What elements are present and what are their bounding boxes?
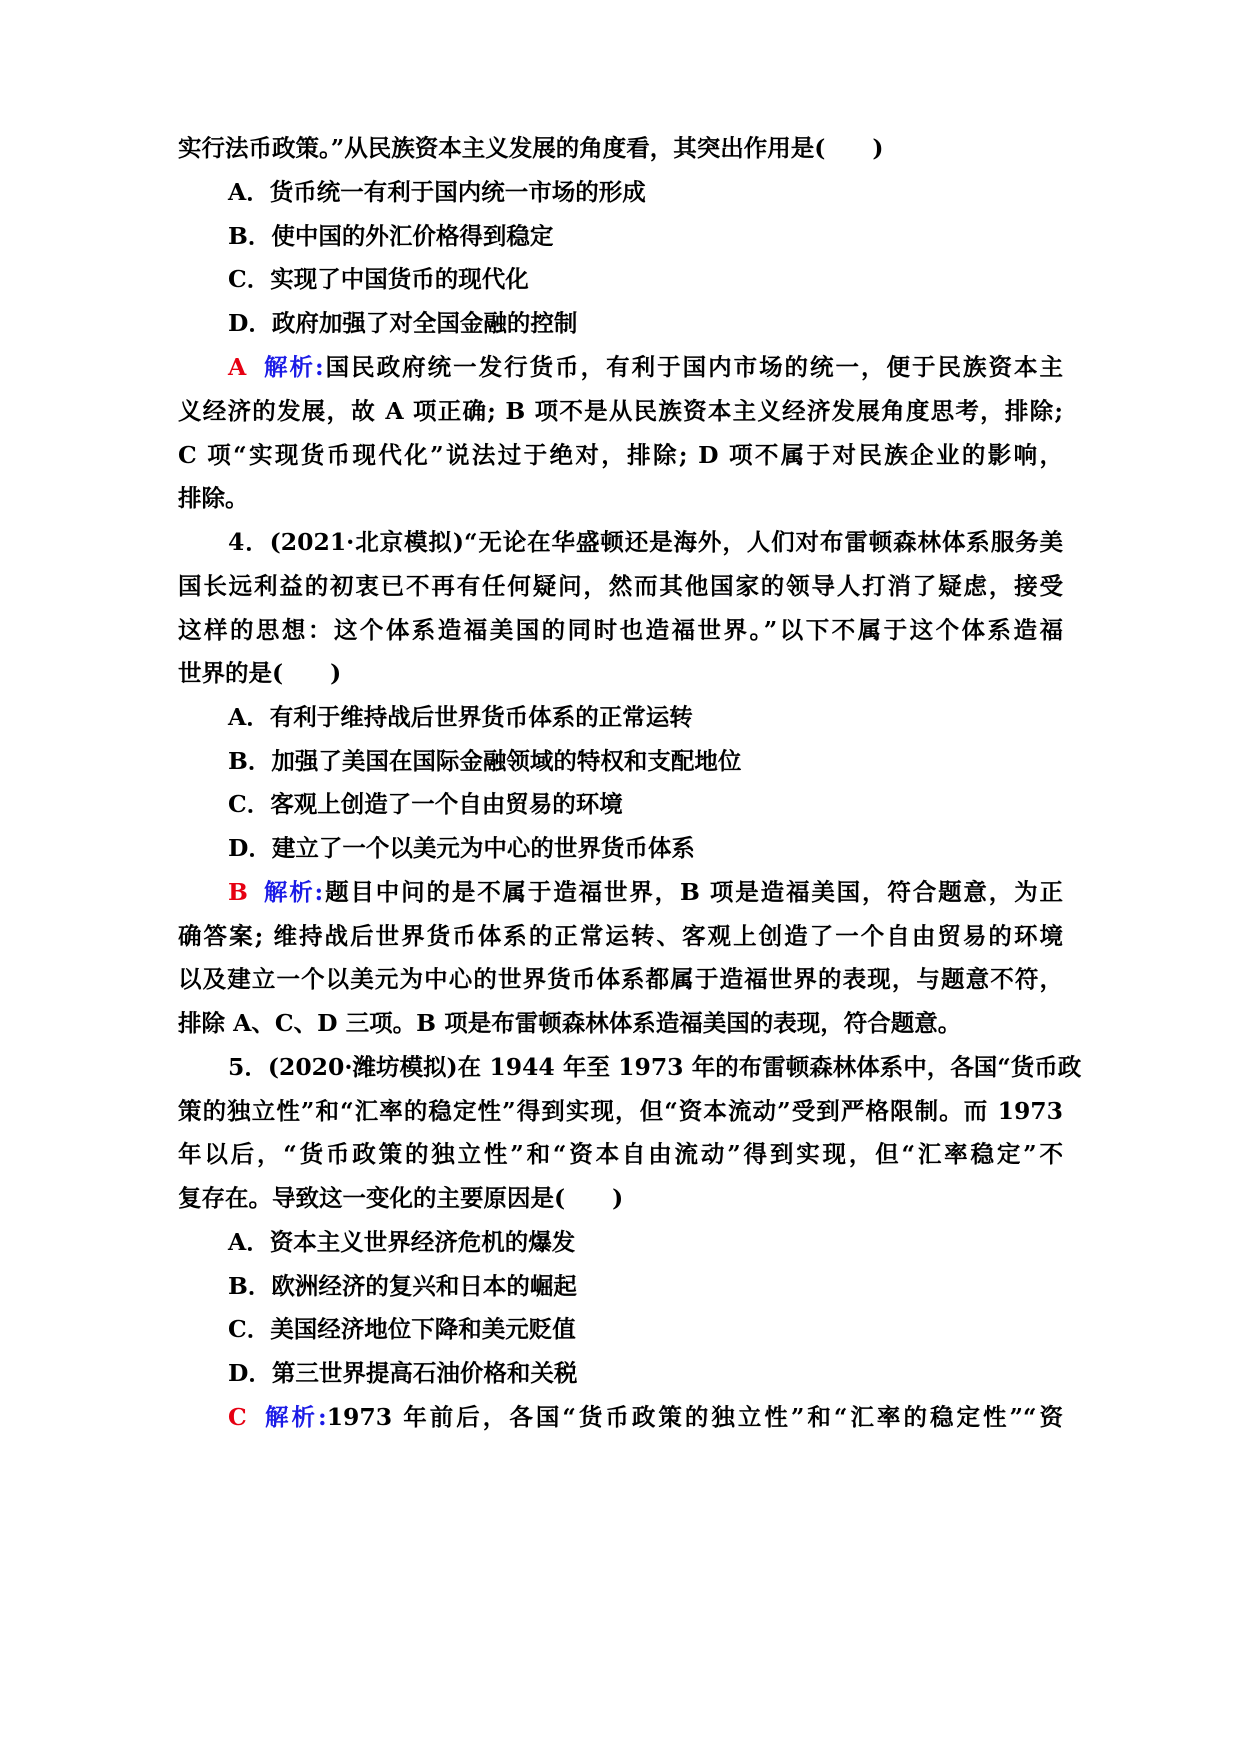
q3-analysis-line-1 bbox=[228, 351, 1063, 383]
q3-analysis-line-2: 义经济的发展，故 A 项正确; B 项不是从民族资本主义经济发展角度思考，排除; bbox=[178, 397, 1063, 425]
q4-analysis-line-3: 以及建立一个以美元为中心的世界货币体系都属于造福世界的表现，与题意不符， bbox=[178, 965, 1063, 993]
q4-analysis-line-1 bbox=[228, 876, 1063, 908]
q4-analysis-label: 解析: bbox=[262, 878, 324, 906]
q5-option-c: C．美国经济地位下降和美元贬值 bbox=[228, 1315, 576, 1343]
q5-stem-line-2: 策的独立性”和“汇率的稳定性”得到实现，但“资本流动”受到严格限制。而 1973 bbox=[178, 1097, 1063, 1125]
q4-option-b: B．加强了美国在国际金融领域的特权和支配地位 bbox=[228, 747, 742, 775]
q3-stem-end: 实行法币政策。”从民族资本主义发展的角度看，其突出作用是( ) bbox=[178, 134, 884, 162]
q3-option-a: A．货币统一有利于国内统一市场的形成 bbox=[228, 178, 646, 206]
q3-option-b: B．使中国的外汇价格得到稳定 bbox=[228, 222, 554, 250]
q3-analysis-text: 国民政府统一发行货币，有利于国内市场的统一，便于民族资本主 bbox=[323, 353, 1064, 381]
q5-option-a: A．资本主义世界经济危机的爆发 bbox=[228, 1228, 576, 1256]
q3-option-c: C．实现了中国货币的现代化 bbox=[228, 265, 529, 293]
q4-analysis-text: 题目中问的是不属于造福世界，B 项是造福美国，符合题意，为正 bbox=[323, 878, 1063, 906]
q4-stem-line-2: 国长远利益的初衷已不再有任何疑问，然而其他国家的领导人打消了疑虑，接受 bbox=[178, 572, 1063, 600]
q4-analysis-line-4: 排除 A、C、D 三项。B 项是布雷顿森林体系造福美国的表现，符合题意。 bbox=[178, 1009, 962, 1037]
q4-option-d: D．建立了一个以美元为中心的世界货币体系 bbox=[228, 834, 695, 862]
q5-stem-line-3: 年以后，“货币政策的独立性”和“资本自由流动”得到实现，但“汇率稳定”不 bbox=[178, 1140, 1063, 1168]
q3-answer-letter: A bbox=[228, 353, 247, 381]
q3-analysis-line-3: C 项“实现货币现代化”说法过于绝对，排除; D 项不属于对民族企业的影响， bbox=[178, 441, 1063, 469]
q4-stem-line-1: 4．(2021·北京模拟)“无论在华盛顿还是海外，人们对布雷顿森林体系服务美 bbox=[228, 528, 1063, 556]
q4-stem-line-3: 这样的思想：这个体系造福美国的同时也造福世界。”以下不属于这个体系造福 bbox=[178, 616, 1063, 644]
q4-answer-letter: B bbox=[228, 878, 248, 906]
q4-option-c: C．客观上创造了一个自由贸易的环境 bbox=[228, 790, 623, 818]
q5-analysis-text: 1973 年前后，各国“货币政策的独立性”和“汇率的稳定性”“资 bbox=[326, 1403, 1064, 1431]
q3-analysis-line-4: 排除。 bbox=[178, 484, 249, 512]
q5-analysis-line-1 bbox=[228, 1401, 1063, 1433]
q4-option-a: A．有利于维持战后世界货币体系的正常运转 bbox=[228, 703, 693, 731]
q4-analysis-line-2: 确答案; 维持战后世界货币体系的正常运转、客观上创造了一个自由贸易的环境 bbox=[178, 922, 1063, 950]
q5-option-b: B．欧洲经济的复兴和日本的崛起 bbox=[228, 1272, 577, 1300]
q4-stem-line-4: 世界的是( ) bbox=[178, 659, 342, 687]
q5-stem-line-4: 复存在。导致这一变化的主要原因是( ) bbox=[178, 1184, 624, 1212]
q3-option-d: D．政府加强了对全国金融的控制 bbox=[228, 309, 578, 337]
q5-analysis-label: 解析: bbox=[262, 1403, 327, 1431]
q5-option-d: D．第三世界提高石油价格和关税 bbox=[228, 1359, 578, 1387]
q3-analysis-label: 解析: bbox=[262, 353, 324, 381]
q5-stem-line-1: 5．(2020·潍坊模拟)在 1944 年至 1973 年的布雷顿森林体系中，各国“货币政 bbox=[228, 1053, 1082, 1081]
q5-answer-letter: C bbox=[228, 1403, 247, 1431]
